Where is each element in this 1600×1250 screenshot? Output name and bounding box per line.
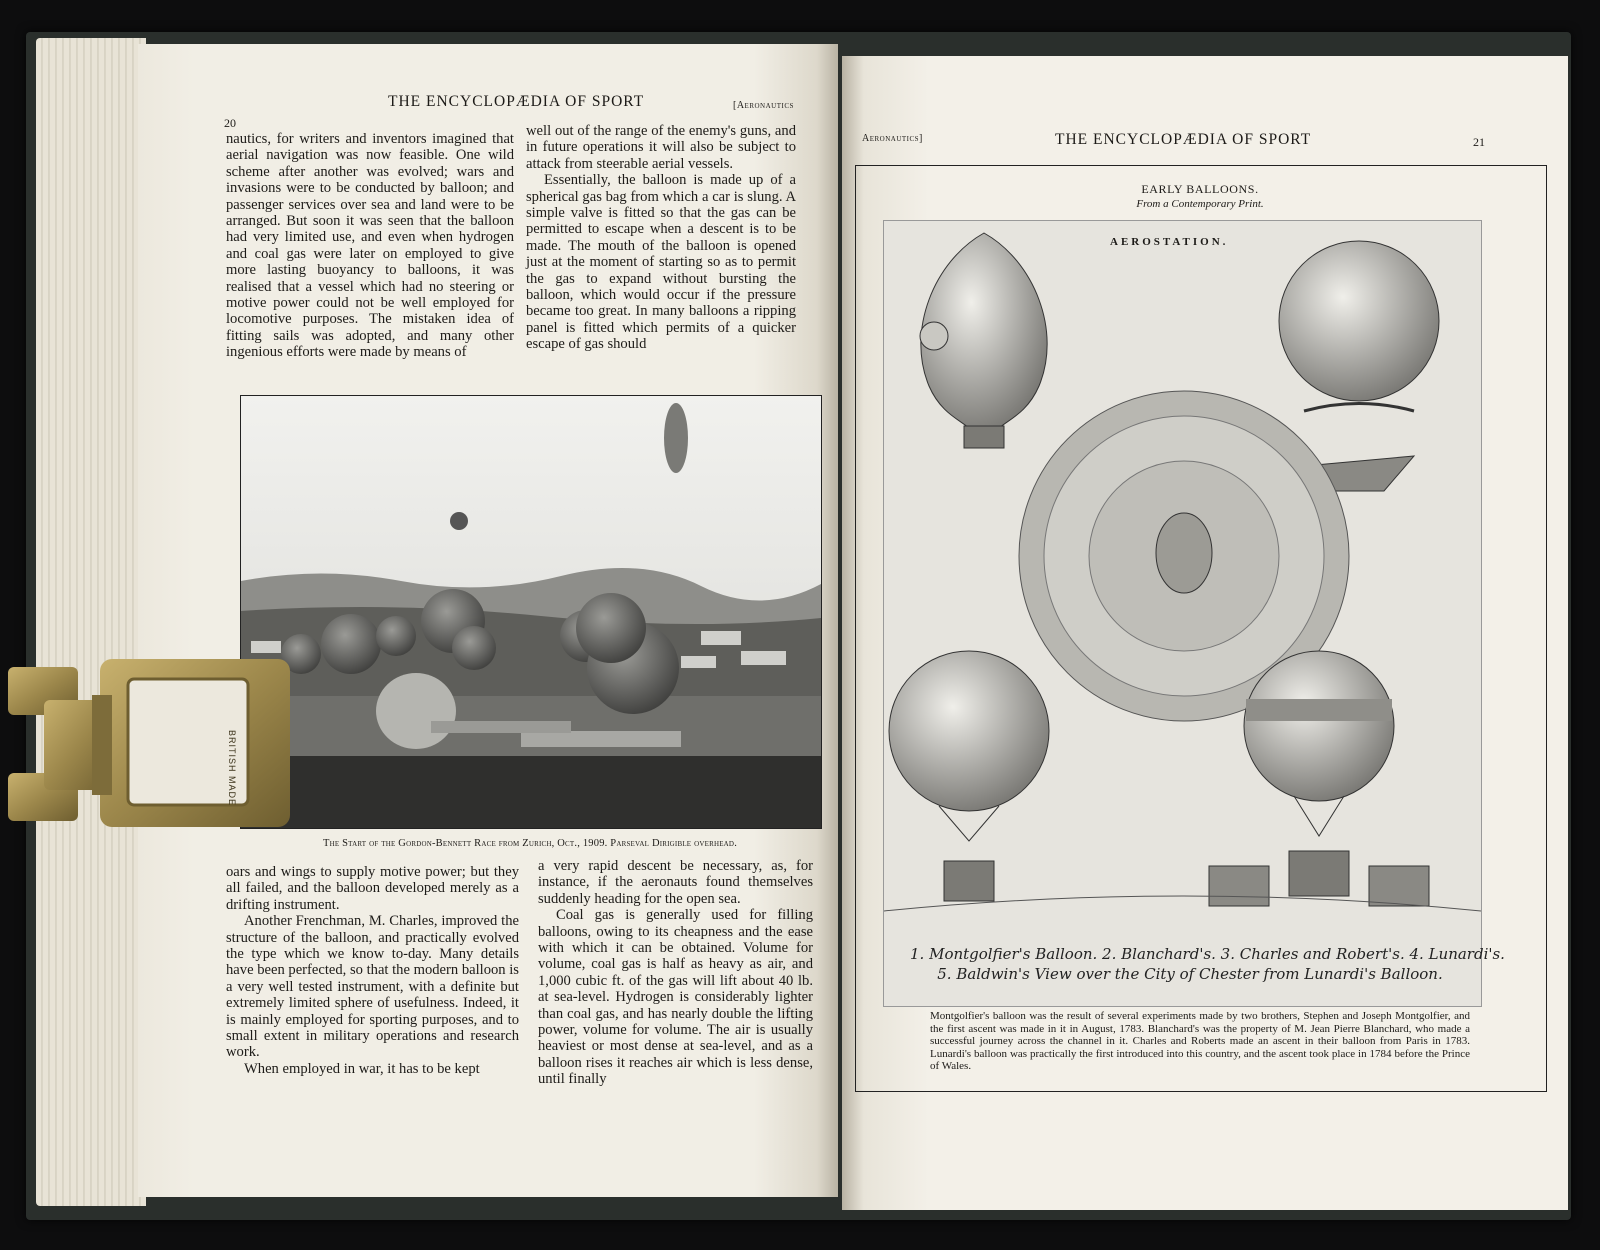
left-section-tag: [Aeronautics — [733, 100, 794, 111]
paragraph: When employed in war, it has to be kept — [244, 1060, 480, 1077]
right-running-head: THE ENCYCLOPÆDIA OF SPORT — [1055, 131, 1312, 148]
left-col2-top — [526, 123, 796, 353]
zurich-race-photo — [240, 395, 822, 829]
plate-title: EARLY BALLOONS. — [1141, 182, 1259, 196]
left-folio: 20 — [224, 116, 236, 130]
engraving-illustration — [884, 221, 1505, 1006]
brass-page-clip — [4, 655, 294, 835]
paragraph: Coal gas is generally used for filling balloons, owing to its cheapness and the ease with which it can be obtained. Volume for volume, coal gas is half as heavy as air, and 1,000 cubic ft. of the gas will lift about 40 lb. at sea-level. Hydrogen is considerably lighter than coal gas, and has nearly double the lifting power, volume for volume. The air is usually heaviest or most dense at sea-level, and as a balloon rises it reaches air which is less dense, until finally — [538, 907, 813, 1088]
paragraph: a very rapid descent be necessary, as, for instance, if the aeronauts found themselves suddenly heading for the open sea. — [538, 858, 813, 907]
plate-note: Montgolfier's balloon was the result of several experiments made by two brothers, Stephen and Joseph Montgolfier, and the first ascent was made in it in August, 1783. Blanchard's was the property of M. Jean Pierre Blanchard, who made a successful journey across the channel in it. Charles and Roberts made an ascent in their balloon from Paris in 1783. Lunardi's balloon was practically the first introduced into this country, and the ascent took place in 1784 before the Prince of Wales. — [930, 1010, 1470, 1073]
right-folio: 21 — [1473, 135, 1485, 149]
engraving-title: AEROSTATION. — [1110, 236, 1229, 248]
paragraph: Essentially, the balloon is made up of a spherical gas bag from which a car is slung. A simple valve is fitted so that the gas can be permitted to escape when a descent is to be made. The mouth of the balloon is opened just at the moment of starting so as to permit the gas to expand without bursting the balloon, which would occur if the pressure became too great. In many balloons a ripping panel is fitted which permits of a quicker escape of gas should — [526, 172, 796, 353]
clip-marking: BRITISH MADE — [227, 730, 237, 807]
engraving-legend-line2: 5. Baldwin's View over the City of Chester from Lunardi's Balloon. — [937, 965, 1443, 983]
photo-caption: The Start of the Gordon-Bennett Race from Zurich, Oct., 1909. Parseval Dirigible overhead. — [322, 838, 738, 849]
paragraph: oars and wings to supply motive power; but they all failed, and the balloon developed merely as a drifting instrument. — [226, 864, 519, 913]
plate-subtitle: From a Contemporary Print. — [1136, 198, 1264, 210]
left-col2-bottom — [538, 858, 813, 1088]
left-running-head: THE ENCYCLOPÆDIA OF SPORT — [388, 93, 645, 110]
paragraph: Another Frenchman, M. Charles, improved the structure of the balloon, and practically evolved the type which we know to-day. Many details have been perfected, so that the modern balloon is a very well tested instrument, with a definite but extremely limited sphere of usefulness. Indeed, it is mainly employed for sporting purposes, and to small extent in military operations and research work. — [226, 913, 519, 1061]
page-edges — [36, 38, 146, 1206]
left-col1-bottom — [226, 864, 519, 1077]
left-col1-top — [226, 131, 514, 361]
paragraph: well out of the range of the enemy's guns, and in future operations it will also be subject to attack from steerable aerial vessels. — [526, 123, 796, 172]
right-section-tag: Aeronautics] — [862, 133, 923, 144]
paragraph: nautics, for writers and inventors imagined that aerial navigation was now feasible. One wild scheme after another was evolved; wars and invasions were to be conducted by balloon; and passenger services over sea and land were to be arranged. But soon it was seen that the balloon had very limited use, and even when hydrogen and coal gas were later on employed to give more lasting buoyancy to balloons, it was realised that a vessel which had no steering or motive power could not be well employed for locomotive purposes. The mistaken idea of fitting sails was adopted, and many other ingenious efforts were made by means of — [226, 131, 514, 361]
photo-illustration — [241, 396, 821, 828]
aerostation-engraving — [883, 220, 1505, 1007]
engraving-legend-line1: 1. Montgolfier's Balloon. 2. Blanchard's. 3. Charles and Robert's. 4. Lunardi's. — [910, 945, 1505, 963]
